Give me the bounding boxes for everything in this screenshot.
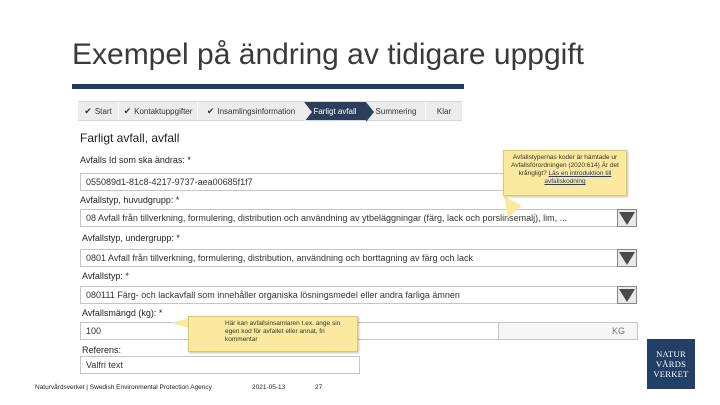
title-divider — [72, 84, 464, 89]
checkmark-icon: ✔ — [123, 105, 132, 116]
unit-field: KG — [498, 322, 638, 340]
slide-title: Exempel på ändring av tidigare uppgift — [72, 38, 584, 71]
step-summary[interactable] — [367, 102, 425, 120]
amount-input[interactable]: 100 — [80, 322, 500, 340]
amount-label: Avfallsmängd (kg): * — [82, 308, 163, 318]
reference-input[interactable]: Valfri text — [80, 356, 360, 374]
step-label: Insamlingsinformation — [217, 106, 296, 116]
step-label: Farligt avfall — [313, 106, 357, 116]
reference-label: Referens: — [82, 345, 122, 355]
progress-stepper — [78, 101, 462, 121]
step-label: Kontaktuppgifter — [134, 106, 193, 116]
sub-group-label: Avfallstyp, undergrupp: * — [82, 233, 180, 243]
callout-text: Avfallstypernas koder är hämtade ur Avfallsförordningen (2020:614) Är det krångligt? — [511, 154, 619, 177]
step-done[interactable] — [426, 102, 462, 120]
step-label: Klar — [436, 106, 452, 116]
waste-type-select[interactable]: 080111 Färg- och lackavfall som innehåller organiska lösningsmedel eller andra farliga ämnen — [80, 286, 618, 304]
main-group-label: Avfallstyp, huvudgrupp: * — [80, 195, 180, 205]
page-number: 27 — [315, 384, 323, 391]
triangle-down-icon — [619, 212, 635, 225]
footer-organization: Naturvårdsverket | Swedish Environmental Protection Agency — [35, 384, 212, 391]
step-label: Start — [94, 106, 112, 116]
waste-id-field[interactable]: 055089d1-81c8-4217-9737-aea00685f1f7 — [80, 173, 520, 191]
waste-type-label: Avfallstyp: * — [82, 271, 129, 281]
waste-coding-intro-link[interactable]: Läs en introduktion till avfallskodning — [544, 170, 612, 185]
sub-group-select[interactable]: 0801 Avfall från tillverkning, formulering, distribution, användning och borttagning av färg och lack — [80, 249, 618, 267]
callout-pointer — [170, 318, 190, 328]
triangle-down-icon — [619, 289, 635, 302]
checkmark-icon: ✔ — [206, 105, 215, 116]
step-hazardous-waste[interactable] — [304, 102, 366, 120]
step-start[interactable] — [78, 102, 118, 120]
main-group-dropdown-button[interactable] — [617, 209, 637, 227]
step-collection-info[interactable] — [198, 102, 304, 120]
naturvardsverket-logo: NATUR VÅRDS VERKET — [647, 339, 695, 389]
waste-type-dropdown-button[interactable] — [617, 286, 637, 304]
sub-group-dropdown-button[interactable] — [617, 249, 637, 267]
waste-codes-callout — [503, 150, 627, 196]
reference-callout: Här kan avfallsinsamlaren t.ex. ange sin egen kod för avfallet eller annat, fri kommentar — [188, 316, 358, 352]
main-group-select[interactable]: 08 Avfall från tillverkning, formulering, distribution och användning av ytbeläggningar (färg, lack och porslinsemalj), lim, ... — [80, 209, 618, 227]
step-label: Summering — [375, 106, 417, 116]
waste-id-label: Avfalls Id som ska ändras: * — [80, 155, 191, 165]
checkmark-icon: ✔ — [84, 105, 92, 116]
footer-date: 2021-05-13 — [252, 384, 286, 391]
section-heading: Farligt avfall, avfall — [80, 131, 180, 145]
triangle-down-icon — [619, 252, 635, 265]
step-contact-details[interactable] — [119, 102, 197, 120]
